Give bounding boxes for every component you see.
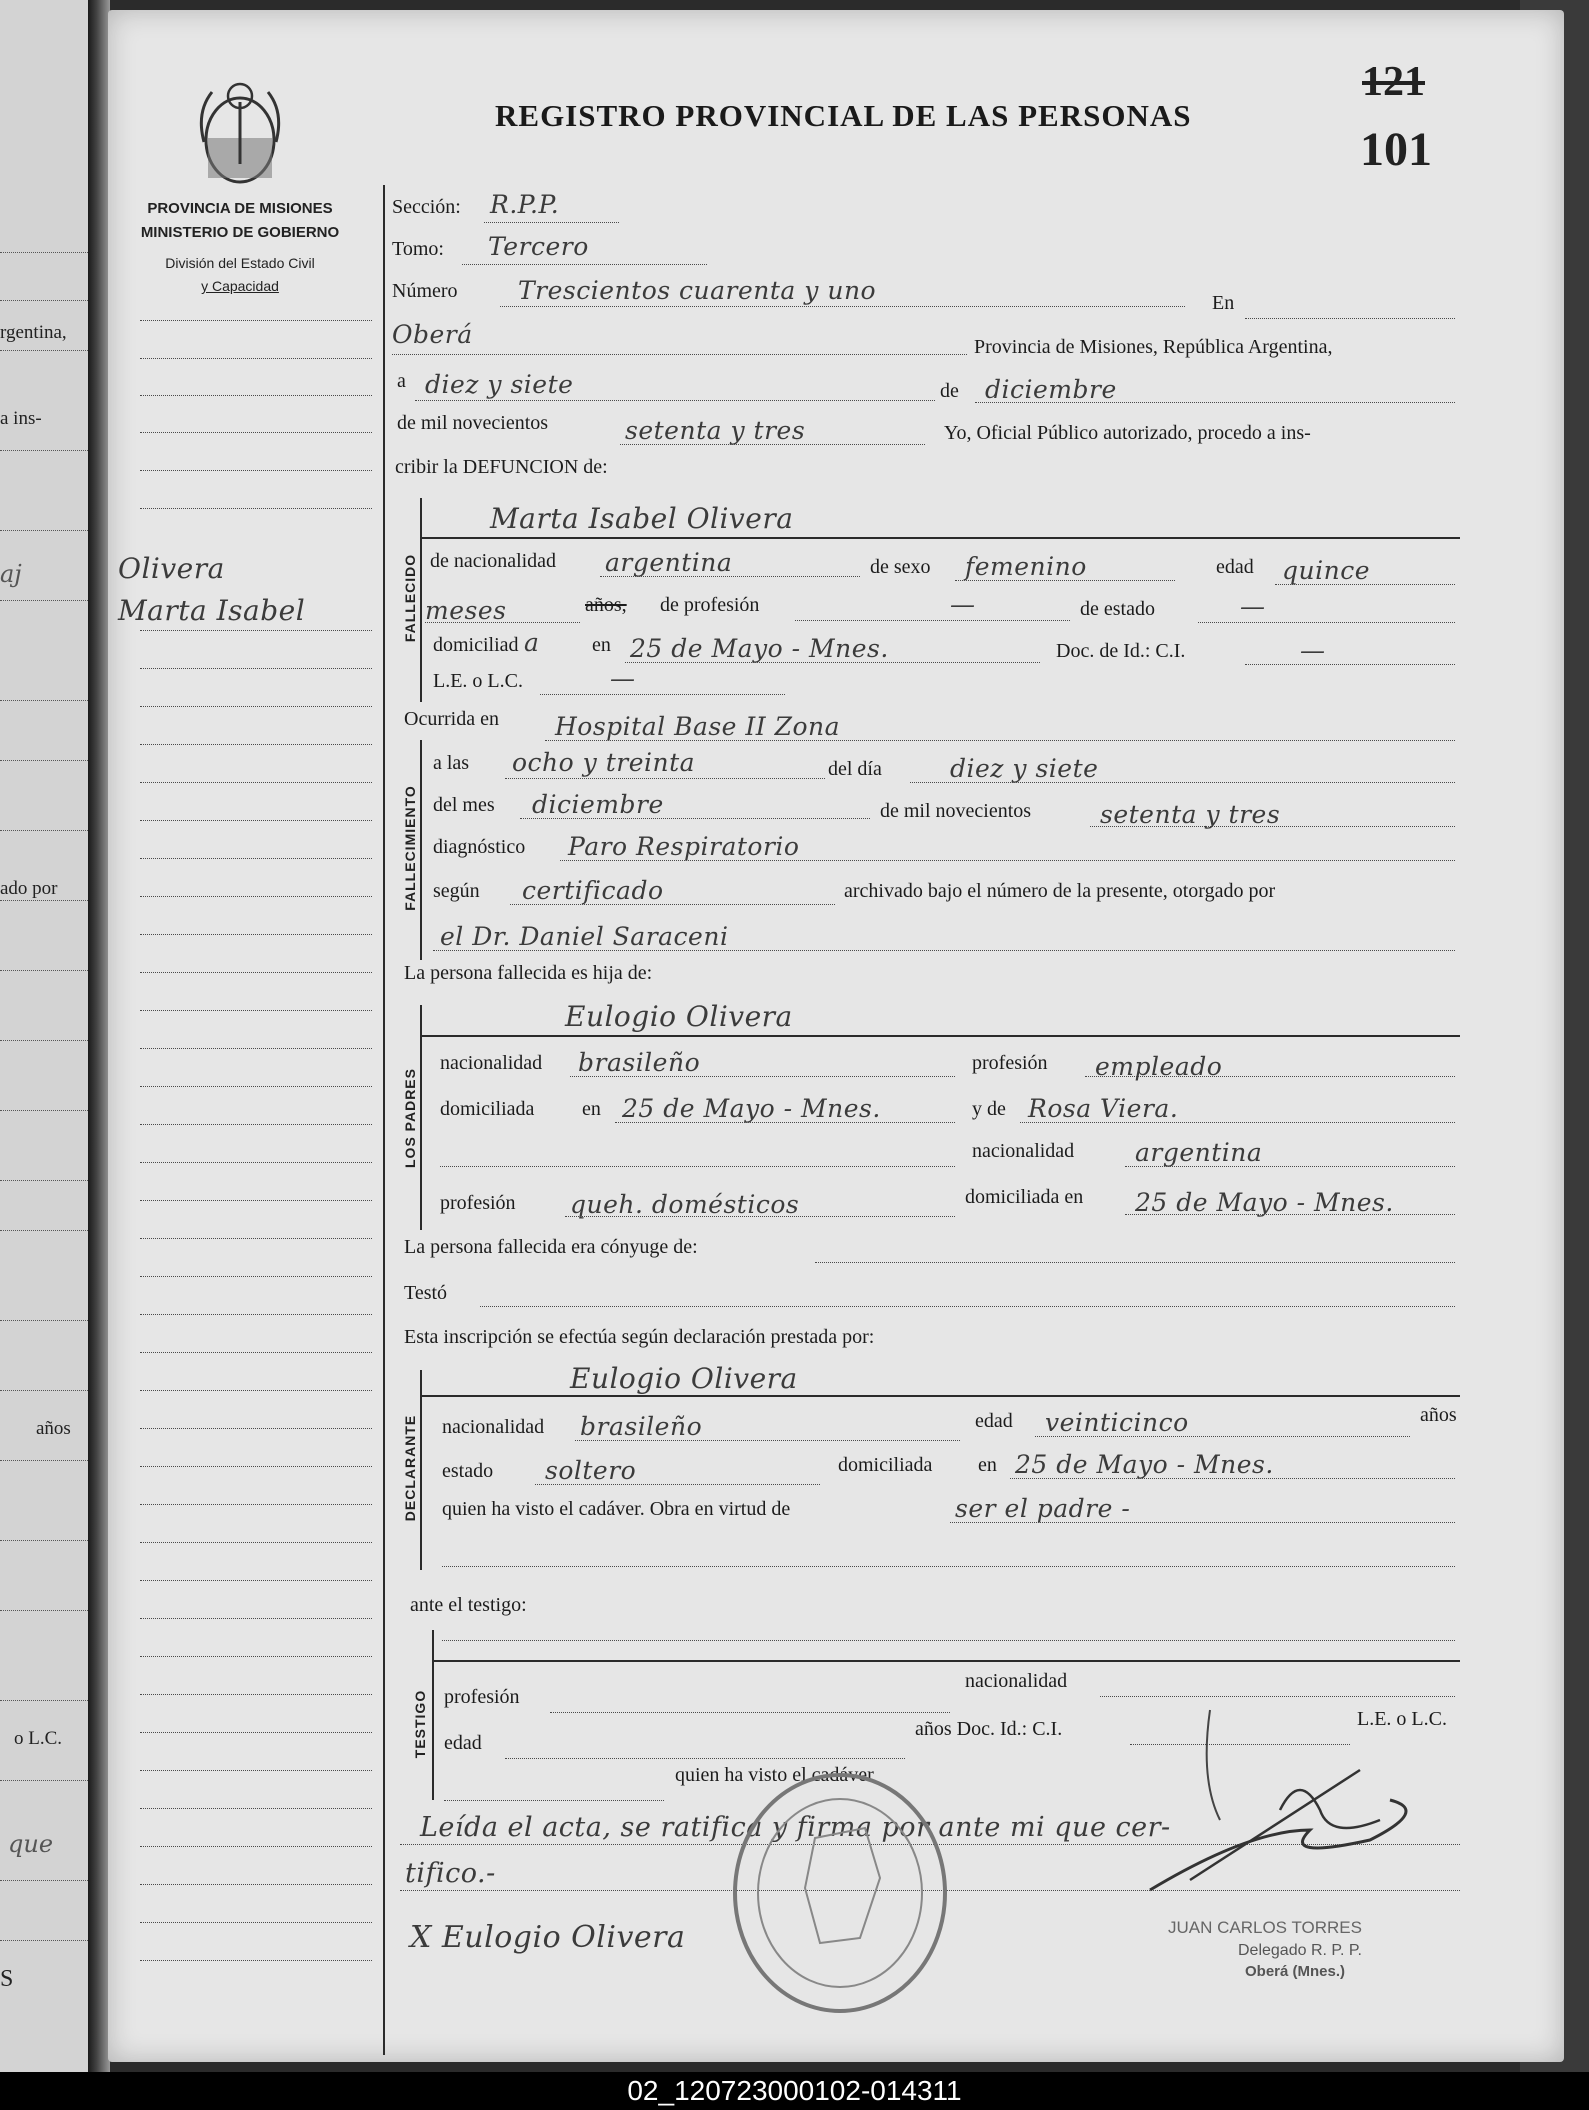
label-anos-doc: años Doc. Id.: C.I. — [915, 1718, 1063, 1740]
stamp-line-2: Delegado R. P. P. — [1238, 1942, 1362, 1959]
rule — [975, 402, 1455, 403]
label-profesion: profesión — [972, 1052, 1048, 1074]
value-estado: — — [1240, 592, 1266, 621]
block-bracket — [420, 1005, 422, 1230]
label-declaracion: Esta inscripción se efectúa según declaración prestada por: — [404, 1326, 875, 1348]
rule — [1198, 622, 1455, 623]
rule — [462, 264, 707, 265]
rule — [1245, 664, 1455, 665]
rule — [540, 694, 785, 695]
block-bracket — [432, 1630, 434, 1800]
value-nacionalidad: argentina — [605, 548, 733, 577]
rule — [570, 1076, 955, 1077]
rule — [425, 622, 580, 623]
label-seccion: Sección: — [392, 196, 461, 218]
rule — [433, 950, 1455, 951]
value-padre-dom: 25 de Mayo - Mnes. — [622, 1094, 881, 1123]
label-domiciliada: domiciliada — [440, 1098, 535, 1120]
label-testo: Testó — [404, 1282, 448, 1304]
left-page-rule — [0, 450, 88, 451]
value-domicilio: 25 de Mayo - Mnes. — [630, 634, 889, 663]
label-le: L.E. o L.C. — [1357, 1708, 1447, 1730]
label-sexo: de sexo — [870, 556, 931, 578]
left-page-rule — [0, 1610, 88, 1611]
section-padres: LOS PADRES — [402, 1068, 418, 1168]
left-page-rule — [0, 1110, 88, 1111]
value-tomo: Tercero — [488, 232, 589, 261]
value-numero: Trescientos cuarenta y uno — [518, 276, 877, 305]
rule — [620, 444, 925, 445]
label-ocurrida: Ocurrida en — [404, 708, 499, 730]
label-tomo: Tomo: — [392, 238, 444, 260]
label-estado: estado — [442, 1460, 494, 1482]
rule — [1020, 1122, 1455, 1123]
block-rule — [420, 537, 1460, 539]
rule — [600, 576, 860, 577]
value-anio: setenta y tres — [625, 416, 806, 445]
rule — [505, 1758, 905, 1759]
book-gutter — [88, 0, 110, 2072]
left-page-rule — [0, 760, 88, 761]
value-declarante-nombre: Eulogio Olivera — [570, 1362, 798, 1395]
left-page-fragment: rgentina, — [0, 322, 67, 343]
signature-declarante: X Eulogio Olivera — [410, 1920, 686, 1955]
rule — [1085, 1076, 1455, 1077]
value-en: Oberá — [392, 320, 473, 349]
label-en: en — [582, 1098, 601, 1120]
label-nacionalidad: nacionalidad — [442, 1416, 545, 1438]
block-rule — [420, 1395, 1460, 1397]
coat-of-arms-icon — [190, 72, 290, 192]
image-filename: 02_120723000102-014311 — [627, 2075, 962, 2106]
left-page-fragment: S — [0, 1966, 14, 1992]
rule — [500, 306, 1185, 307]
left-page-rule — [0, 1700, 88, 1701]
rule — [1125, 1214, 1455, 1215]
value-meses: meses — [425, 596, 507, 625]
rule — [1245, 318, 1455, 319]
left-page-rule — [0, 700, 88, 701]
rule — [615, 1122, 955, 1123]
value-declarante-dom: 25 de Mayo - Mnes. — [1015, 1450, 1274, 1479]
value-padre-prof: empleado — [1095, 1052, 1223, 1081]
rule — [815, 1262, 1455, 1263]
value-profesion: — — [950, 590, 976, 619]
value-madre: Rosa Viera. — [1028, 1094, 1179, 1123]
rule — [1010, 1478, 1455, 1479]
value-declarante-estado: soltero — [545, 1456, 637, 1485]
label-de-mes: de — [940, 380, 959, 402]
ministry-line: MINISTERIO DE GOBIERNO — [140, 224, 340, 241]
rule — [550, 1712, 950, 1713]
value-anio: setenta y tres — [1100, 800, 1281, 829]
label-edad: edad — [1216, 556, 1254, 578]
rule — [955, 580, 1175, 581]
label-domiciliad: domiciliad — [433, 634, 519, 656]
label-profesion: profesión — [440, 1192, 516, 1214]
label-oficial: Yo, Oficial Público autorizado, procedo a ins- — [944, 422, 1311, 444]
label-archivado: archivado bajo el número de la presente, otorgado por — [844, 880, 1276, 902]
left-page-handwriting: que — [8, 1830, 54, 1858]
label-nacionalidad: nacionalidad — [440, 1052, 543, 1074]
left-page-rule — [0, 350, 88, 351]
value-mes: diciembre — [985, 375, 1117, 404]
value-edad: quince — [1282, 556, 1370, 585]
left-page-handwriting: aj — [0, 560, 22, 588]
rule — [1125, 1166, 1455, 1167]
value-dia: diez y siete — [950, 754, 1099, 783]
rule — [625, 662, 1040, 663]
value-sexo: femenino — [965, 552, 1087, 581]
label-estado: de estado — [1080, 598, 1155, 620]
rule — [795, 620, 1070, 621]
value-segun: certificado — [522, 876, 664, 905]
page-title: REGISTRO PROVINCIAL DE LAS PERSONAS — [495, 98, 1192, 133]
block-rule — [420, 1035, 1460, 1037]
label-conyuge: La persona fallecida era cónyuge de: — [404, 1236, 698, 1258]
rule — [560, 860, 1455, 861]
value-madre-dom: 25 de Mayo - Mnes. — [1135, 1188, 1394, 1217]
label-profesion: profesión — [444, 1686, 520, 1708]
rule — [480, 1306, 1455, 1307]
label-edad: edad — [444, 1732, 482, 1754]
label-a-las: a las — [433, 752, 470, 774]
stamp-line-1: JUAN CARLOS TORRES — [1168, 1918, 1362, 1937]
left-page-fragment: a ins- — [0, 408, 42, 429]
left-page — [0, 0, 100, 2072]
margin-surname: Olivera — [118, 552, 225, 585]
label-testigo: ante el testigo: — [410, 1594, 527, 1616]
value-otorgado: el Dr. Daniel Saraceni — [440, 922, 729, 951]
rule — [1275, 584, 1455, 585]
label-doc: Doc. de Id.: C.I. — [1056, 640, 1186, 662]
rule — [950, 1522, 1455, 1523]
left-page-rule — [0, 252, 88, 253]
value-le: — — [610, 664, 636, 693]
closing-line-1: Leída el acta, se ratifica y firma por ante mi que cer- — [420, 1812, 1171, 1843]
label-en: en — [978, 1454, 997, 1476]
left-page-rule — [0, 900, 88, 901]
left-page-rule — [0, 1940, 88, 1941]
rule — [440, 1166, 955, 1167]
official-signature-icon — [1130, 1700, 1450, 1920]
block-bracket — [420, 498, 422, 702]
rule — [1035, 1436, 1410, 1437]
value-padre: Eulogio Olivera — [565, 1000, 793, 1033]
value-hora: ocho y treinta — [512, 748, 696, 777]
left-page-rule — [0, 300, 88, 301]
value-padre-nac: brasileño — [578, 1048, 701, 1077]
rule — [442, 1566, 1455, 1567]
label-profesion: de profesión — [660, 594, 760, 616]
rule — [520, 818, 870, 819]
section-fallecimiento: FALLECIMIENTO — [402, 785, 418, 911]
label-visto: quien ha visto el cadáver. Obra en virtud de — [442, 1498, 791, 1520]
rule — [1100, 1696, 1455, 1697]
label-en: en — [592, 634, 611, 656]
rule — [444, 1800, 664, 1801]
margin-divider — [383, 185, 385, 2055]
rule — [505, 778, 825, 779]
value-seccion: R.P.P. — [490, 190, 560, 219]
label-nacionalidad: nacionalidad — [965, 1670, 1068, 1692]
ministry-line: División del Estado Civil — [165, 255, 315, 271]
rule — [415, 400, 935, 401]
left-page-rule — [0, 830, 88, 831]
label-del-mes: del mes — [433, 794, 495, 816]
value-mes: diciembre — [532, 790, 664, 819]
label-hija-de: La persona fallecida es hija de: — [404, 962, 653, 984]
rule — [565, 1216, 955, 1217]
label-y-de: y de — [972, 1098, 1006, 1120]
rule — [910, 782, 1455, 783]
rule — [392, 354, 967, 355]
value-virtud: ser el padre - — [955, 1494, 1131, 1523]
label-de-mil: de mil novecientos — [880, 800, 1032, 822]
left-page-rule — [0, 1390, 88, 1391]
block-bracket — [420, 1370, 422, 1570]
label-segun: según — [433, 880, 480, 902]
label-numero: Número — [392, 280, 458, 302]
label-provincia: Provincia de Misiones, República Argentina, — [974, 336, 1333, 358]
left-page-rule — [0, 530, 88, 531]
section-fallecido: FALLECIDO — [402, 553, 418, 643]
left-page-rule — [0, 1320, 88, 1321]
left-page-rule — [0, 1230, 88, 1231]
left-page-fragment: ado por — [0, 878, 58, 899]
value-madre-prof: queh. domésticos — [570, 1190, 800, 1219]
block-rule — [432, 1660, 1460, 1662]
value-domiciliad-suffix: a — [524, 628, 540, 657]
stamp-line-3: Oberá (Mnes.) — [1245, 1963, 1346, 1980]
value-declarante-nac: brasileño — [580, 1412, 703, 1441]
left-page-rule — [0, 600, 88, 601]
left-page-fragment: o L.C. — [14, 1728, 63, 1749]
section-declarante: DECLARANTE — [402, 1414, 418, 1522]
ministry-line: y Capacidad — [201, 278, 279, 294]
value-dia: diez y siete — [425, 370, 574, 399]
rule — [575, 1440, 960, 1441]
ministry-line: PROVINCIA DE MISIONES — [147, 200, 333, 217]
label-diagnostico: diagnóstico — [433, 836, 526, 858]
rule — [484, 222, 619, 223]
label-nacionalidad: de nacionalidad — [430, 550, 557, 572]
label-a: a — [397, 370, 406, 392]
label-anos: años, — [585, 594, 627, 616]
section-testigo: TESTIGO — [412, 1689, 428, 1759]
value-lugar: Hospital Base II Zona — [555, 712, 841, 741]
rule — [545, 740, 1455, 741]
label-edad: edad — [975, 1410, 1013, 1432]
label-del-dia: del día — [828, 758, 882, 780]
value-deceased-name: Marta Isabel Olivera — [490, 502, 794, 535]
rule — [1090, 826, 1455, 827]
folio-old: 121 — [1362, 59, 1425, 105]
value-madre-nac: argentina — [1135, 1138, 1263, 1167]
label-nacionalidad: nacionalidad — [972, 1140, 1075, 1162]
label-visto: quien ha visto el cadáver — [675, 1764, 874, 1786]
rule — [535, 1484, 820, 1485]
left-page-rule — [0, 970, 88, 971]
left-page-rule — [0, 1460, 88, 1461]
label-en: En — [1212, 292, 1235, 314]
value-doc: — — [1300, 636, 1326, 665]
label-le: L.E. o L.C. — [433, 670, 523, 692]
label-inscribir: cribir la DEFUNCION de: — [395, 456, 608, 478]
left-page-rule — [0, 1180, 88, 1181]
left-page-rule — [0, 1880, 88, 1881]
closing-line-2: tifico.- — [405, 1858, 496, 1889]
left-page-rule — [0, 1540, 88, 1541]
value-declarante-edad: veinticinco — [1045, 1408, 1189, 1437]
label-domiciliada: domiciliada — [838, 1454, 933, 1476]
left-page-fragment: años — [36, 1418, 71, 1439]
left-page-rule — [0, 1040, 88, 1041]
rule — [510, 904, 835, 905]
value-diagnostico: Paro Respiratorio — [568, 832, 800, 861]
left-page-rule — [0, 1780, 88, 1781]
official-seal-icon — [725, 1768, 955, 2018]
rule — [442, 1640, 1455, 1641]
folio-new: 101 — [1360, 123, 1432, 176]
margin-given-names: Marta Isabel — [118, 594, 306, 627]
label-domiciliada-en: domiciliada en — [965, 1186, 1084, 1208]
label-de-mil: de mil novecientos — [397, 412, 549, 434]
label-anos: años — [1420, 1404, 1457, 1426]
block-bracket — [420, 740, 422, 960]
